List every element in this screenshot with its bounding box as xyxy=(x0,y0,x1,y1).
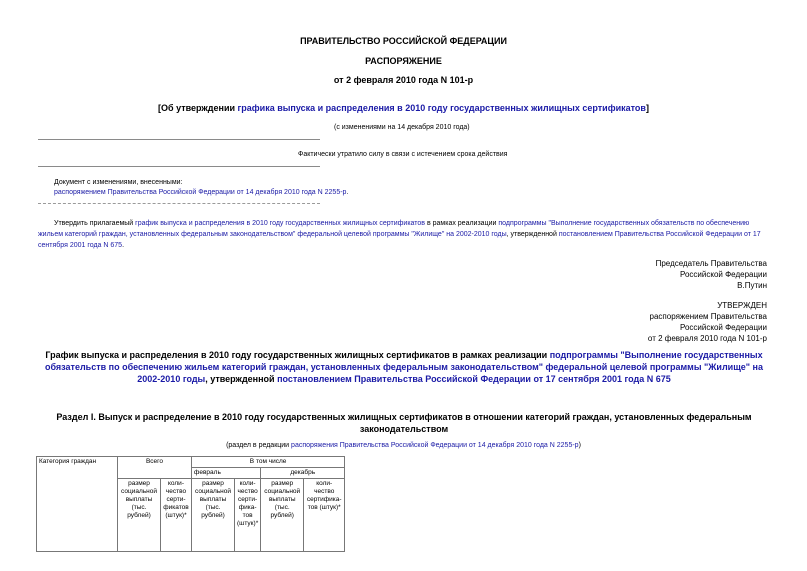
changes-end: . xyxy=(346,189,349,196)
para-text-3: , утвержденной xyxy=(506,231,559,238)
signature-block xyxy=(656,258,767,291)
approved-date: от 2 февраля 2010 года N 101-р xyxy=(647,334,767,343)
signature-position: Председатель Правительства xyxy=(655,259,767,268)
divider xyxy=(38,203,320,204)
section-note-prefix: (раздел в редакции xyxy=(226,442,292,449)
total-count-header: коли-чество серти-фикатов (штук)* xyxy=(161,479,192,552)
including-header: В том числе xyxy=(192,457,345,468)
changes-label: Документ с изменениями, внесенными: xyxy=(54,179,183,186)
approval-stamp xyxy=(648,300,767,344)
document-title xyxy=(0,103,807,113)
dec-count-header: коли-чество сертифика-тов (штук)* xyxy=(304,479,345,552)
changes-line xyxy=(54,189,348,196)
section-note xyxy=(0,442,807,449)
schedule-title xyxy=(40,349,768,385)
subprogram-link[interactable]: подпрограммы "Выполнение государственных обязательств по обеспечению жильем категорий граждан, установленных федеральным законодательством" федеральной целевой программы "Жилище" на 2002-2010 годы xyxy=(38,220,750,238)
schedule-resolution-link[interactable]: постановлением Правительства Российской Федерации от 17 сентября 2001 года N 675 xyxy=(277,374,671,384)
divider xyxy=(38,139,320,140)
para-text-2: в рамках реализации xyxy=(425,220,499,227)
document-date-number: от 2 февраля 2010 года N 101-р xyxy=(333,75,474,85)
section-title: Раздел I. Выпуск и распределение в 2010 году государственных жилищных сертификатов в отношении категорий граждан, установленных федеральным законодательством xyxy=(56,412,752,434)
schedule-title-text-1: График выпуска и распределения в 2010 году государственных жилищных сертификатов в рамках реализации xyxy=(45,350,550,360)
distribution-table xyxy=(36,456,345,552)
amendments-note: (с изменениями на 14 декабря 2010 года) xyxy=(334,124,470,131)
signature-name: В.Путин xyxy=(737,281,767,290)
para-text-4: . xyxy=(122,242,125,249)
category-header: Категория граждан xyxy=(37,457,118,552)
december-header: декабрь xyxy=(261,468,345,479)
feb-count-header: коли-чество серти-фика-тов (штук)* xyxy=(235,479,261,552)
feb-amount-header: размер социальной выплаты (тыс. рублей) xyxy=(192,479,235,552)
status-note: Фактически утратило силу в связи с истечением срока действия xyxy=(298,151,508,158)
government-heading: ПРАВИТЕЛЬСТВО РОССИЙСКОЙ ФЕДЕРАЦИИ xyxy=(300,36,507,46)
document-type: РАСПОРЯЖЕНИЕ xyxy=(365,56,442,66)
section-amend-link[interactable]: распоряжения Правительства Российской Федерации от 14 декабря 2010 года N 2255-р xyxy=(291,442,579,449)
approval-paragraph xyxy=(38,218,770,251)
title-close-bracket: ] xyxy=(645,103,649,113)
total-amount-header: размер социальной выплаты (тыс. рублей) xyxy=(118,479,161,552)
approved-country: Российской Федерации xyxy=(680,323,767,332)
schedule-title-text-2: , утвержденной xyxy=(205,374,278,384)
title-prefix: Об утверждении xyxy=(161,103,238,113)
title-schedule-link[interactable]: графика выпуска и распределения в 2010 году государственных жилищных сертификатов xyxy=(237,103,646,113)
table-header-row xyxy=(37,457,345,468)
resolution-link[interactable]: постановлением Правительства Российской Федерации от 17 сентября 2001 года N 675 xyxy=(38,231,761,249)
february-header: февраль xyxy=(192,468,261,479)
section-note-suffix: ) xyxy=(578,442,581,449)
total-header: Всего xyxy=(118,457,192,479)
signature-country: Российской Федерации xyxy=(680,270,767,279)
dec-amount-header: размер социальной выплаты (тыс. рублей) xyxy=(261,479,304,552)
approved-by: распоряжением Правительства xyxy=(649,312,767,321)
schedule-link[interactable]: график выпуска и распределения в 2010 году государственных жилищных сертификатов xyxy=(135,220,426,227)
title-open-bracket: [ xyxy=(158,103,162,113)
para-text-1: Утвердить прилагаемый xyxy=(54,220,136,227)
approved-label: УТВЕРЖДЕН xyxy=(717,301,767,310)
schedule-subprogram-link[interactable]: подпрограммы "Выполнение государственных обязательств по обеспечению жильем категорий граждан, установленных федеральным законодательством" федеральной целевой программы "Жилище" на 2002-2010 годы xyxy=(44,350,764,384)
divider xyxy=(38,166,320,167)
amending-order-link[interactable]: распоряжением Правительства Российской Федерации от 14 декабря 2010 года N 2255-р xyxy=(54,189,347,196)
